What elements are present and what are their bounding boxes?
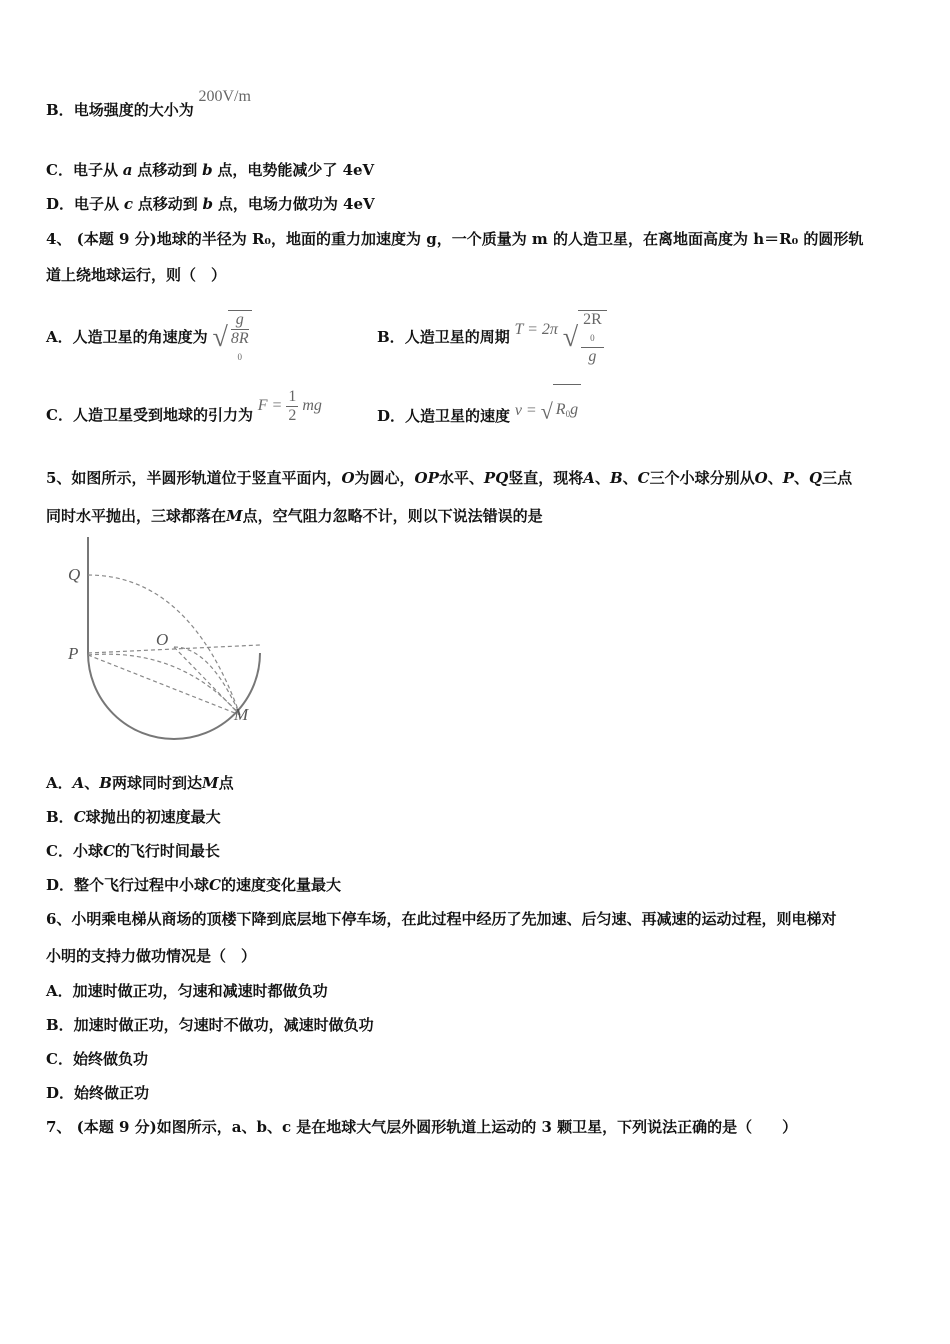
q4-option-d: D．人造卫星的速度 v = √ $R_0g$ [377, 390, 581, 440]
q5-stem-line1: 5、如图所示，半圆形轨道位于竖直平面内，O为圆心，OP水平、PQ竖直，现将A、B、C三个小球分别从O、P、Q三点 [46, 469, 853, 487]
q6-stem-line1: 6、小明乘电梯从商场的顶楼下降到底层地下停车场，在此过程中经历了先加速、后匀速、再减速的运动过程，则电梯对 [46, 910, 837, 928]
semicircle-arc [88, 653, 260, 739]
chord-p-m [88, 655, 240, 715]
q4-stem-line2: 道上绕地球运行，则（ ） [46, 266, 227, 284]
q3-option-b-value: 200V/m [198, 88, 251, 105]
label-p: P [68, 644, 79, 663]
q3-option-c: C．电子从 a 点移动到 b 点，电势能减少了 4eV [46, 161, 375, 179]
q6-option-c: C．始终做负功 [46, 1050, 148, 1068]
q4-option-b: B．人造卫星的周期 T = 2π √ 2R 0 g [377, 310, 607, 360]
q6-option-d: D．始终做正功 [46, 1084, 150, 1102]
q4-option-d-formula: v = √ $R_0g$ [515, 402, 581, 419]
radius-o-m [174, 647, 240, 715]
q4-option-b-formula: √ 2R 0 g [563, 310, 607, 366]
q4-option-c-formula: F = $\frac{1}{2}$ mg [257, 387, 322, 424]
q5-option-c: C．小球C的飞行时间最长 [46, 842, 220, 860]
label-o: O [156, 630, 169, 649]
q4-stem-line1: 4、 (本题 9 分)地球的半径为 R₀，地面的重力加速度为 g，一个质量为 m 的人造卫星，在离地面高度为 h＝R₀ 的圆形轨 [46, 230, 864, 248]
semicircle-track-figure [60, 535, 290, 745]
q4-option-a: A．人造卫星的角速度为 √ g 8R 0 [46, 310, 252, 360]
q3-option-d: D．电子从 c 点移动到 b 点，电场力做功为 4eV [46, 195, 375, 213]
q5-option-a: A．A、B两球同时到达M点 [46, 774, 234, 792]
diameter-dashed-line [88, 645, 260, 653]
q4-option-a-formula: √ g 8R 0 [212, 310, 251, 366]
q3-option-b: B．电场强度的大小为 200V/m [46, 88, 251, 119]
q4-option-c: C．人造卫星受到地球的引力为 F = $\frac{1}{2}$ mg [46, 387, 322, 424]
label-m: M [234, 705, 249, 724]
q6-option-b: B．加速时做正功，匀速时不做功，减速时做负功 [46, 1016, 374, 1034]
q5-option-d: D．整个飞行过程中小球C的速度变化量最大 [46, 876, 341, 894]
q5-option-b: B．C球抛出的初速度最大 [46, 808, 221, 826]
q5-stem-line2: 同时水平抛出，三球都落在M点，空气阻力忽略不计，则以下说法错误的是 [46, 507, 543, 525]
q7-stem-line1: 7、 (本题 9 分)如图所示，a、b、c 是在地球大气层外圆形轨道上运动的 3 颗卫星，下列说法正确的是（ ） [46, 1118, 798, 1136]
q6-stem-line2: 小明的支持力做功情况是（ ） [46, 947, 257, 965]
q6-option-a: A．加速时做正功，匀速和减速时都做负功 [46, 982, 328, 1000]
label-q: Q [68, 565, 81, 584]
trajectory-from-p [88, 654, 240, 715]
